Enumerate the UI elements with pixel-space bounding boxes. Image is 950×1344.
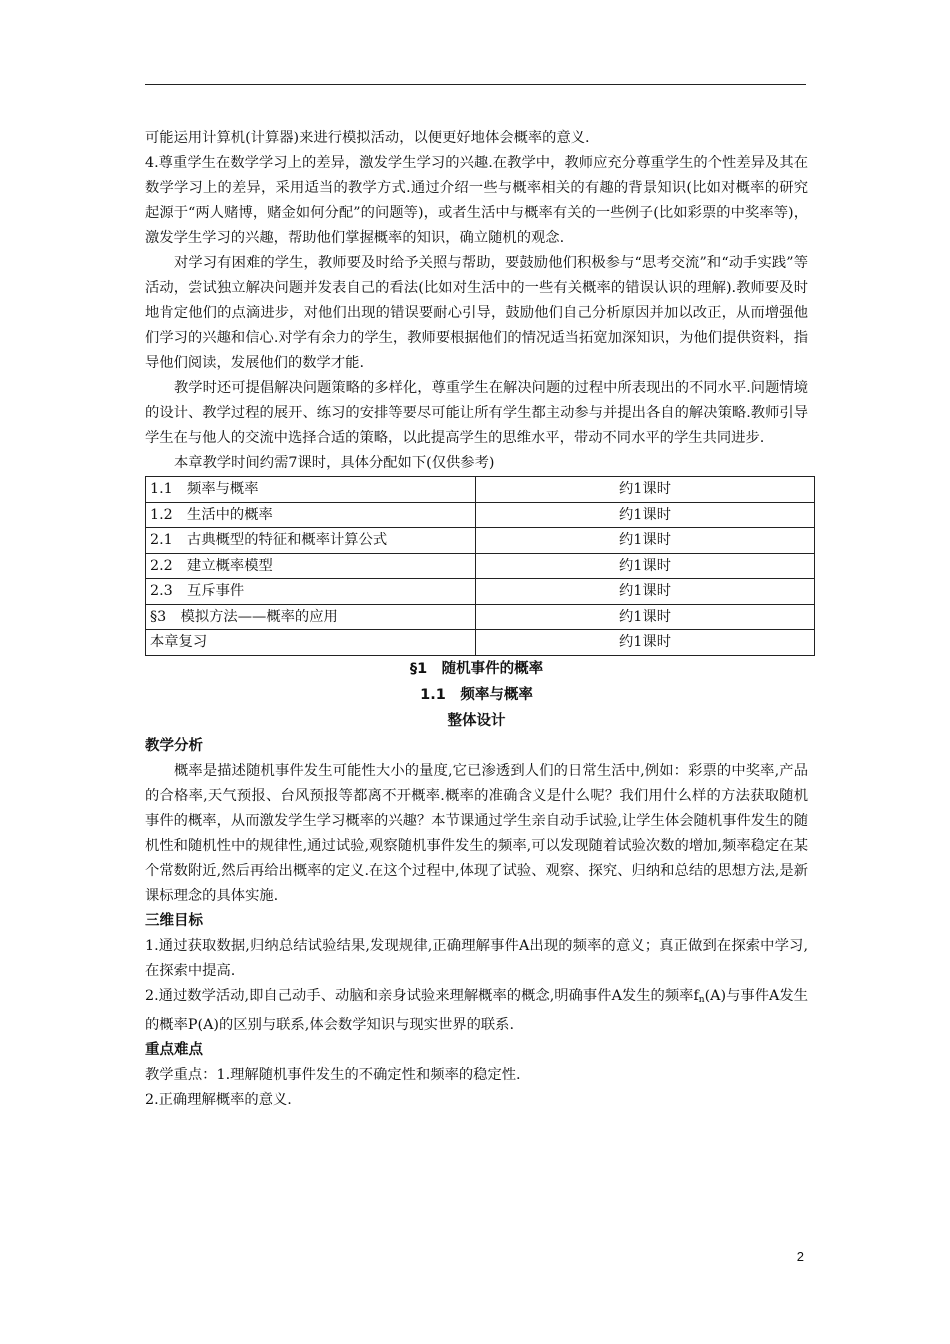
frequency-symbol: f bbox=[693, 987, 699, 1004]
paragraph: 4.尊重学生在数学学习上的差异，激发学生学习的兴趣.在教学中，教师应充分尊重学生的个性差异及其在数学学习上的差异，采用适当的教学方式.通过介绍一些与概率相关的有趣的背景知识(比如对概率的研究起源于“两人赌博，赌金如何分配”的问题等)，或者生活中与概率有关的一些例子(比如彩票的中奖率等)，激发学生学习的兴趣，帮助他们掌握概率的知识，确立随机的观念. bbox=[145, 155, 808, 246]
table-cell-time: 约1课时 bbox=[476, 502, 815, 528]
keypoint-line: 教学重点：1.理解随机事件发生的不确定性和频率的稳定性. bbox=[145, 1066, 521, 1083]
goals-heading: 三维目标 bbox=[145, 912, 203, 929]
table-cell-time: 约1课时 bbox=[476, 579, 815, 605]
paragraph: 可能运用计算机(计算器)来进行模拟活动，以便更好地体会概率的意义. bbox=[145, 130, 590, 146]
goal-text: 2.通过数学活动,即自己动手、动脑和亲身试验来理解概率的概念,明确事件A发生的频率 bbox=[145, 987, 694, 1004]
table-cell-time: 约1课时 bbox=[476, 553, 815, 579]
table-row bbox=[146, 553, 815, 579]
design-title: 整体设计 bbox=[447, 712, 506, 729]
table-cell-topic: 1.2 生活中的概率 bbox=[146, 502, 476, 528]
schedule-table bbox=[145, 476, 815, 656]
keypoints-heading: 重点难点 bbox=[145, 1041, 203, 1058]
table-row bbox=[146, 477, 815, 503]
table-row bbox=[146, 604, 815, 630]
page-content bbox=[145, 126, 808, 1113]
table-cell-topic: 1.1 频率与概率 bbox=[146, 477, 476, 503]
table-row bbox=[146, 630, 815, 656]
keypoint-line: 2.正确理解概率的意义. bbox=[145, 1091, 292, 1108]
section-title: §1 随机事件的概率 bbox=[409, 660, 544, 677]
analysis-heading: 教学分析 bbox=[145, 737, 203, 754]
goal-text: (A)与事件A发生的概率P(A)的区别与联系,体会数学知识与现实世界的联系. bbox=[145, 987, 808, 1033]
table-cell-time: 约1课时 bbox=[476, 630, 815, 656]
frequency-subscript: n bbox=[698, 994, 705, 1005]
table-row bbox=[146, 579, 815, 605]
table-cell-time: 约1课时 bbox=[476, 604, 815, 630]
table-cell-time: 约1课时 bbox=[476, 528, 815, 554]
paragraph: 教学时还可提倡解决问题策略的多样化，尊重学生在解决问题的过程中所表现出的不同水平.问题情境的设计、教学过程的展开、练习的安排等要尽可能让所有学生都主动参与并提出各自的解决策略.教师引导学生在与他人的交流中选择合适的策略，以此提高学生的思维水平，带动不同水平的学生共同进步. bbox=[145, 380, 808, 446]
table-cell-time: 约1课时 bbox=[476, 477, 815, 503]
table-cell-topic: 2.2 建立概率模型 bbox=[146, 553, 476, 579]
goal-item: 1.通过获取数据,归纳总结试验结果,发现规律,正确理解事件A出现的频率的意义；真正做到在探索中学习,在探索中提高. bbox=[145, 937, 808, 979]
analysis-text: 概率是描述随机事件发生可能性大小的量度,它已渗透到人们的日常生活中,例如：彩票的中奖率,产品的合格率,天气预报、台风预报等都离不开概率.概率的准确含义是什么呢？我们用什么样的方法获取随机事件的概率，从而激发学生学习概率的兴趣？本节课通过学生亲自动手试验,让学生体会随机事件发生的随机性和随机性中的规律性,通过试验,观察随机事件发生的频率,可以发现随着试验次数的增加,频率稳定在某个常数附近,然后再给出概率的定义.在这个过程中,体现了试验、观察、探究、归纳和总结的思想方法,是新课标理念的具体实施. bbox=[145, 762, 808, 904]
table-row bbox=[146, 502, 815, 528]
paragraph: 对学习有困难的学生，教师要及时给予关照与帮助，要鼓励他们积极参与“思考交流”和“动手实践”等活动，尝试独立解决问题并发表自己的看法(比如对生活中的一些有关概率的错误认识的理解).教师要及时地肯定他们的点滴进步，对他们出现的错误要耐心引导，鼓励他们自己分析原因并加以改正，从而增强他们学习的兴趣和信心.对学有余力的学生，教师要根据他们的情况适当拓宽加深知识，为他们提供资料，指导他们阅读，发展他们的数学才能. bbox=[145, 255, 808, 371]
header-rule bbox=[145, 84, 806, 85]
subsection-title: 1.1 频率与概率 bbox=[420, 686, 533, 703]
table-cell-topic: 2.1 古典概型的特征和概率计算公式 bbox=[146, 528, 476, 554]
goal-item bbox=[145, 984, 808, 1038]
table-caption: 本章教学时间约需7课时，具体分配如下(仅供参考) bbox=[174, 455, 495, 471]
page-number: 2 bbox=[796, 1249, 804, 1264]
table-cell-topic: 2.3 互斥事件 bbox=[146, 579, 476, 605]
table-cell-topic: 本章复习 bbox=[146, 630, 476, 656]
table-cell-topic: §3 模拟方法——概率的应用 bbox=[146, 604, 476, 630]
table-row bbox=[146, 528, 815, 554]
